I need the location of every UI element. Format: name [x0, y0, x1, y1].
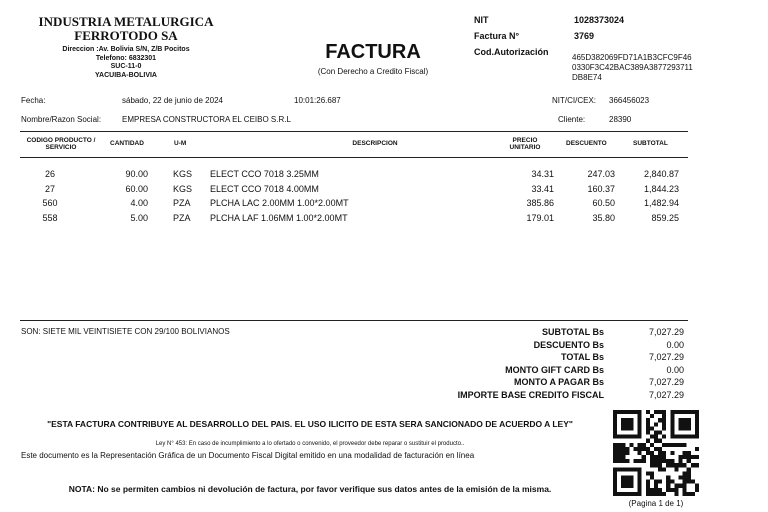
- company-address: Direccion :Av. Bolivia S/N, Z/B Pocitos: [62, 46, 190, 53]
- row-description: PLCHA LAF 1.06MM 1.00*2.00MT: [210, 213, 348, 223]
- document-subtitle: (Con Derecho a Credito Fiscal): [317, 67, 429, 76]
- tax-base-value: 7,027.29: [648, 390, 684, 400]
- row-price: 385.86: [526, 198, 554, 208]
- client-name-label: Nombre/Razon Social:: [21, 115, 102, 124]
- row-subtotal: 2,840.87: [643, 169, 679, 179]
- date-label: Fecha:: [21, 96, 46, 105]
- giftcard-label: MONTO GIFT CARD Bs: [505, 365, 604, 375]
- law-453-text: Ley N° 453: En caso de incumplimiento a lo ofertado o convenido, el proveedor debe reparar o sustituir el producto..: [155, 441, 465, 447]
- nitci-value: 366456023: [609, 96, 650, 105]
- amount-to-pay-label: MONTO A PAGAR Bs: [513, 377, 604, 387]
- company-phone: Telefono: 6832301: [95, 54, 157, 62]
- row-discount: 247.03: [587, 169, 615, 179]
- row-quantity: 4.00: [130, 198, 148, 208]
- qr-code: [613, 410, 699, 496]
- row-quantity: 90.00: [125, 169, 148, 179]
- nit-value: 1028373024: [574, 15, 625, 25]
- row-code: 27: [44, 184, 55, 194]
- row-subtotal: 1,844.23: [643, 184, 679, 194]
- row-unit: PZA: [173, 213, 191, 223]
- client-code-label: Cliente:: [558, 115, 586, 124]
- total-value: 7,027.29: [648, 352, 684, 362]
- time-value: 10:01:26.687: [294, 96, 341, 105]
- company-branch: SUC-11-0: [110, 63, 142, 70]
- amount-to-pay-value: 7,027.29: [648, 377, 684, 387]
- note-text: NOTA: No se permiten cambios ni devolución de factura, por favor verifique sus datos antes de la emisión de la misma.: [68, 484, 552, 494]
- row-description: ELECT CCO 7018 4.00MM: [210, 184, 319, 194]
- company-name-line2: FERROTODO SA: [74, 28, 178, 43]
- tax-base-label: IMPORTE BASE CREDITO FISCAL: [457, 390, 604, 400]
- row-code: 558: [42, 213, 58, 223]
- company-city: YACUIBA-BOLIVIA: [95, 71, 157, 79]
- header-discount: DESCUENTO: [566, 140, 607, 147]
- auth-code-line3: DB8E74: [572, 73, 602, 82]
- table-row: [0, 213, 768, 225]
- client-code-value: 28390: [609, 115, 632, 124]
- amount-in-words: SON: SIETE MIL VEINTISIETE CON 29/100 BOLIVIANOS: [21, 327, 230, 336]
- discount-value: 0.00: [666, 340, 684, 350]
- invoice-number-value: 3769: [574, 31, 595, 41]
- discount-label: DESCUENTO Bs: [533, 340, 604, 350]
- row-price: 34.31: [531, 169, 554, 179]
- row-code: 26: [44, 169, 55, 179]
- header-subtotal: SUBTOTAL: [633, 140, 668, 147]
- auth-code-line2: 0330F3C42BAC389A3877293711: [572, 63, 693, 72]
- row-description: ELECT CCO 7018 3.25MM: [210, 169, 319, 179]
- row-unit: PZA: [173, 198, 191, 208]
- legal-legend: "ESTA FACTURA CONTRIBUYE AL DESARROLLO DEL PAIS. EL USO ILICITO DE ESTA SERA SANCIONADO DE ACUERDO A LEY": [47, 419, 573, 429]
- page-indicator: (Pagina 1 de 1): [628, 499, 684, 508]
- table-row: [0, 184, 768, 196]
- table-row: [0, 169, 768, 181]
- date-value: sábado, 22 de junio de 2024: [122, 96, 223, 105]
- table-top-rule: [20, 131, 688, 132]
- header-unit: U-M: [174, 140, 187, 147]
- subtotal-label: SUBTOTAL Bs: [541, 327, 604, 337]
- table-bottom-rule: [20, 320, 688, 321]
- client-name-value: EMPRESA CONSTRUCTORA EL CEIBO S.R.L: [122, 115, 291, 124]
- row-discount: 60.50: [592, 198, 615, 208]
- document-title: FACTURA: [325, 41, 421, 63]
- row-unit: KGS: [173, 169, 193, 179]
- row-price: 33.41: [531, 184, 554, 194]
- row-unit: KGS: [173, 184, 193, 194]
- header-quantity: CANTIDAD: [110, 140, 144, 147]
- header-description: DESCRIPCION: [352, 140, 398, 147]
- table-row: [0, 198, 768, 210]
- company-name-line1: INDUSTRIA METALURGICA: [38, 14, 214, 29]
- header-price-line2: UNITARIO: [509, 144, 541, 151]
- table-header-rule: [20, 157, 688, 158]
- row-subtotal: 1,482.94: [643, 198, 679, 208]
- nit-label: NIT: [474, 15, 489, 25]
- giftcard-value: 0.00: [666, 365, 684, 375]
- total-label: TOTAL Bs: [560, 352, 604, 362]
- row-description: PLCHA LAC 2.00MM 1.00*2.00MT: [210, 198, 349, 208]
- auth-code-label: Cod.Autorización: [474, 47, 549, 57]
- row-quantity: 5.00: [130, 213, 148, 223]
- auth-code-line1: 465D382069FD71A1B3CFC9F46: [572, 53, 692, 62]
- subtotal-value: 7,027.29: [648, 327, 684, 337]
- header-price-line1: PRECIO: [512, 137, 538, 144]
- invoice-number-label: Factura N°: [474, 31, 520, 41]
- row-price: 179.01: [526, 213, 554, 223]
- row-quantity: 60.00: [125, 184, 148, 194]
- row-discount: 160.37: [587, 184, 615, 194]
- header-code-line2: SERVICIO: [45, 144, 77, 151]
- header-code-line1: CODIGO PRODUCTO /: [26, 137, 96, 144]
- row-subtotal: 859.25: [651, 213, 679, 223]
- nitci-label: NIT/CI/CEX:: [552, 96, 597, 105]
- digital-representation-text: Este documento es la Representación Gráfica de un Documento Fiscal Digital emitido en una modalidad de facturación en línea: [21, 451, 475, 460]
- row-discount: 35.80: [592, 213, 615, 223]
- row-code: 560: [42, 198, 58, 208]
